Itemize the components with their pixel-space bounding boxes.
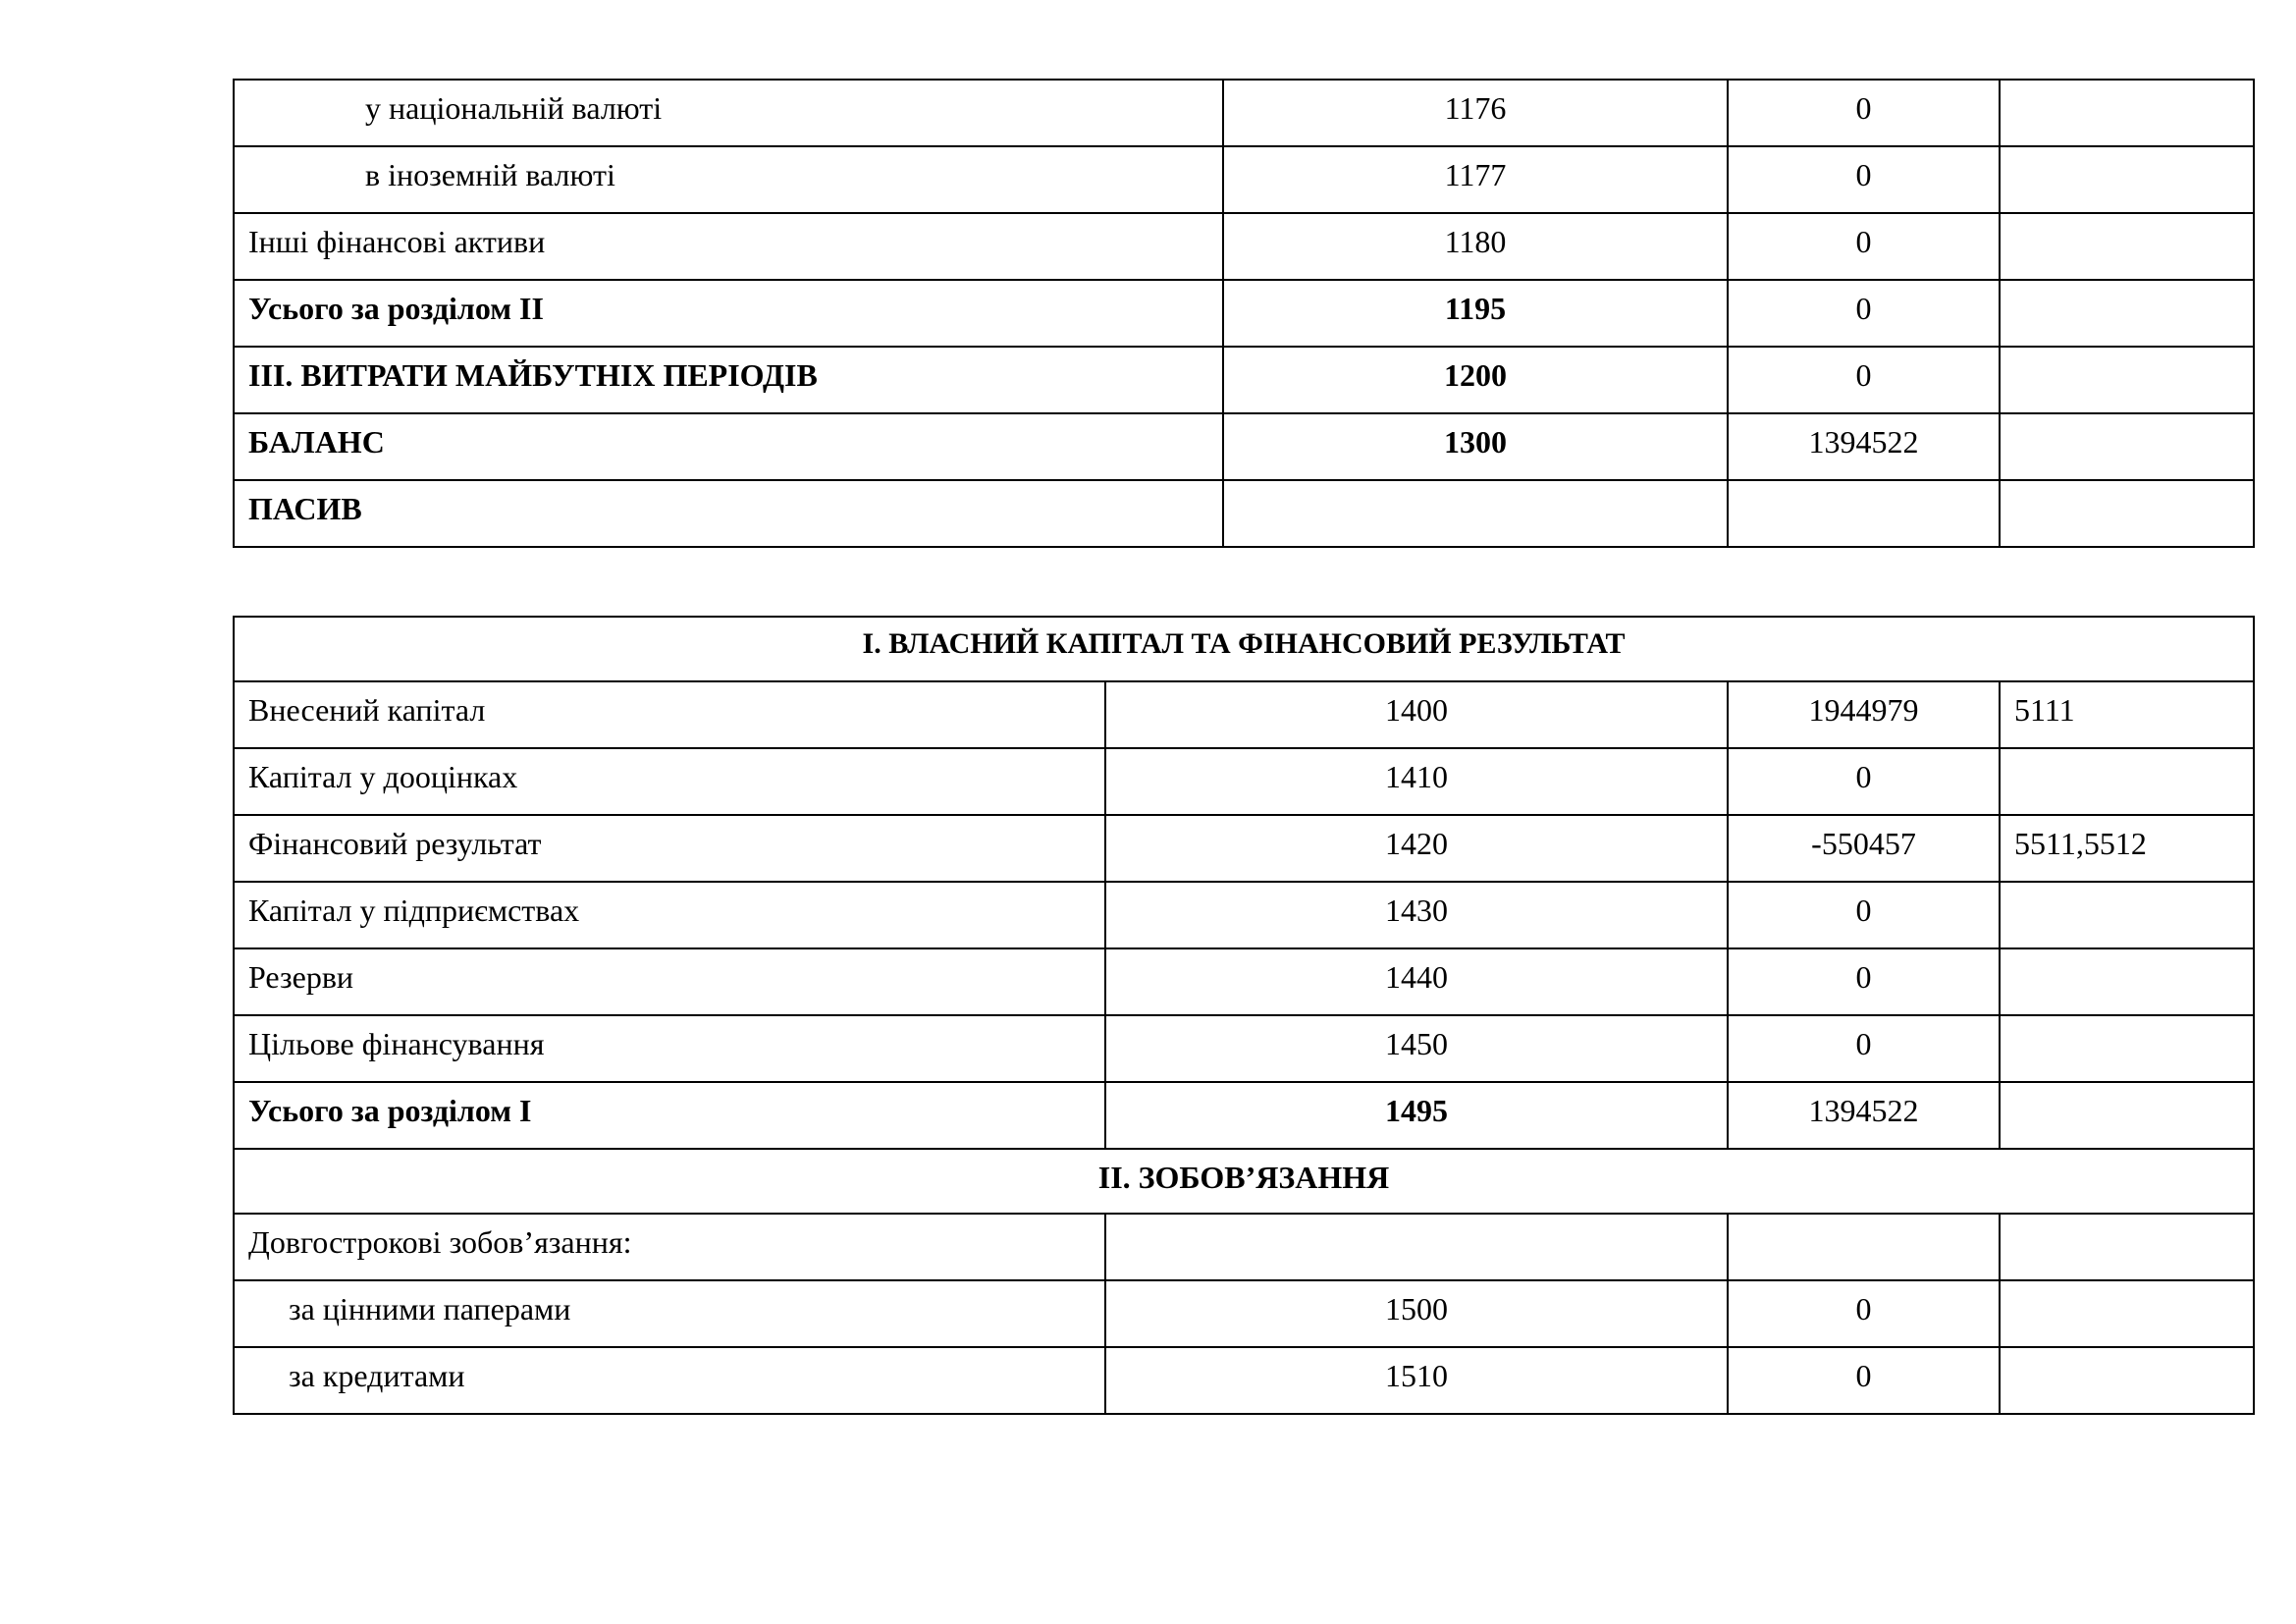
row-code-cell: 1400 (1105, 681, 1728, 748)
table-row (234, 480, 2254, 547)
row-code-cell: 1440 (1105, 948, 1728, 1015)
row-value-cell: 0 (1728, 1015, 2000, 1082)
row-name-cell: за кредитами (234, 1347, 1105, 1414)
liabilities-table-body (234, 617, 2254, 1414)
table-row (234, 748, 2254, 815)
row-value-cell: 1944979 (1728, 681, 2000, 748)
row-code-cell (1223, 480, 1728, 547)
row-value-cell: 1394522 (1728, 413, 2000, 480)
row-name-cell: Цільове фінансування (234, 1015, 1105, 1082)
row-name-cell: Фінансовий результат (234, 815, 1105, 882)
row-value-cell: 0 (1728, 1280, 2000, 1347)
section-header-row (234, 1149, 2254, 1214)
row-code-cell (1105, 1214, 1728, 1280)
row-note-cell (2000, 948, 2254, 1015)
row-code-cell: 1450 (1105, 1015, 1728, 1082)
table-row (234, 413, 2254, 480)
row-code-cell: 1200 (1223, 347, 1728, 413)
row-name-cell: Усього за розділом І (234, 1082, 1105, 1149)
row-note-cell (2000, 1214, 2254, 1280)
row-note-cell (2000, 80, 2254, 146)
row-name-cell: Інші фінансові активи (234, 213, 1223, 280)
row-name-cell: БАЛАНС (234, 413, 1223, 480)
row-name-cell: за цінними паперами (234, 1280, 1105, 1347)
row-note-cell (2000, 280, 2254, 347)
row-name-cell: Внесений капітал (234, 681, 1105, 748)
table-row (234, 882, 2254, 948)
row-value-cell: 0 (1728, 280, 2000, 347)
row-note-cell (2000, 1347, 2254, 1414)
row-code-cell: 1180 (1223, 213, 1728, 280)
row-note-cell (2000, 1280, 2254, 1347)
table-row (234, 1280, 2254, 1347)
row-note-cell (2000, 347, 2254, 413)
assets-table-body (234, 80, 2254, 547)
row-note-cell (2000, 882, 2254, 948)
liabilities-balance-table (233, 616, 2255, 1415)
row-code-cell: 1177 (1223, 146, 1728, 213)
table-row (234, 347, 2254, 413)
section-header-row (234, 617, 2254, 681)
table-row (234, 213, 2254, 280)
row-name-cell: Резерви (234, 948, 1105, 1015)
row-code-cell: 1300 (1223, 413, 1728, 480)
table-row (234, 146, 2254, 213)
row-value-cell: 0 (1728, 146, 2000, 213)
row-value-cell: 1394522 (1728, 1082, 2000, 1149)
row-value-cell: 0 (1728, 213, 2000, 280)
row-value-cell (1728, 1214, 2000, 1280)
row-name-cell: ПАСИВ (234, 480, 1223, 547)
row-note-cell (2000, 1015, 2254, 1082)
row-value-cell: 0 (1728, 948, 2000, 1015)
row-value-cell: -550457 (1728, 815, 2000, 882)
row-code-cell: 1420 (1105, 815, 1728, 882)
table-row (234, 815, 2254, 882)
row-value-cell: 0 (1728, 1347, 2000, 1414)
row-note-cell: 5111 (2000, 681, 2254, 748)
row-name-cell: Капітал у підприємствах (234, 882, 1105, 948)
table-row (234, 1214, 2254, 1280)
table-row (234, 948, 2254, 1015)
row-code-cell: 1500 (1105, 1280, 1728, 1347)
row-note-cell (2000, 480, 2254, 547)
row-value-cell: 0 (1728, 748, 2000, 815)
row-note-cell (2000, 1082, 2254, 1149)
section-title-liabilities: ІІ. ЗОБОВ’ЯЗАННЯ (234, 1149, 2254, 1214)
row-name-cell: у національній валюті (234, 80, 1223, 146)
row-note-cell (2000, 146, 2254, 213)
row-value-cell (1728, 480, 2000, 547)
row-note-cell (2000, 213, 2254, 280)
table-row (234, 280, 2254, 347)
row-value-cell: 0 (1728, 347, 2000, 413)
row-name-cell: ІІІ. ВИТРАТИ МАЙБУТНІХ ПЕРІОДІВ (234, 347, 1223, 413)
table-row (234, 1015, 2254, 1082)
row-name-cell: в іноземній валюті (234, 146, 1223, 213)
section-title-equity: І. ВЛАСНИЙ КАПІТАЛ ТА ФІНАНСОВИЙ РЕЗУЛЬТАТ (234, 617, 2254, 681)
row-note-cell (2000, 413, 2254, 480)
row-code-cell: 1195 (1223, 280, 1728, 347)
table-row (234, 1347, 2254, 1414)
row-name-cell: Довгострокові зобов’язання: (234, 1214, 1105, 1280)
assets-balance-table (233, 79, 2255, 548)
row-code-cell: 1410 (1105, 748, 1728, 815)
row-value-cell: 0 (1728, 882, 2000, 948)
row-code-cell: 1430 (1105, 882, 1728, 948)
row-note-cell (2000, 748, 2254, 815)
row-name-cell: Капітал у дооцінках (234, 748, 1105, 815)
row-code-cell: 1176 (1223, 80, 1728, 146)
table-row (234, 80, 2254, 146)
table-row (234, 681, 2254, 748)
table-row (234, 1082, 2254, 1149)
row-code-cell: 1495 (1105, 1082, 1728, 1149)
row-note-cell: 5511,5512 (2000, 815, 2254, 882)
row-name-cell: Усього за розділом ІІ (234, 280, 1223, 347)
row-value-cell: 0 (1728, 80, 2000, 146)
row-code-cell: 1510 (1105, 1347, 1728, 1414)
